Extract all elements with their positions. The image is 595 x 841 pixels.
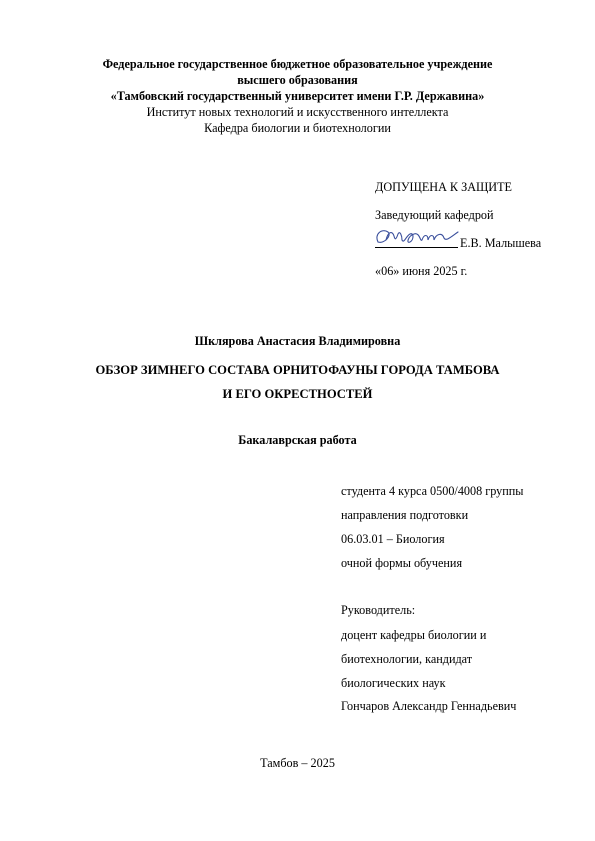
thesis-title-line2: И ЕГО ОКРЕСТНОСТЕЙ bbox=[222, 387, 373, 401]
org-name-line1: Федеральное государственное бюджетное образовательное учреждение bbox=[102, 57, 493, 71]
approval-date: «06» июня 2025 г. bbox=[375, 264, 468, 278]
supervisor-name: Гончаров Александр Геннадьевич bbox=[341, 699, 517, 713]
approval-title: ДОПУЩЕНА К ЗАЩИТЕ bbox=[375, 180, 513, 194]
supervisor-line1: доцент кафедры биологии и bbox=[341, 628, 487, 642]
supervisor-label: Руководитель: bbox=[341, 603, 416, 617]
approver-name: Е.В. Малышева bbox=[460, 236, 542, 250]
signature-line bbox=[375, 247, 458, 248]
university-name: «Тамбовский государственный университет имени Г.Р. Державина» bbox=[110, 89, 485, 103]
department-name: Кафедра биологии и биотехнологии bbox=[204, 121, 391, 135]
city-year: Тамбов – 2025 bbox=[260, 756, 335, 770]
student-line4: очной формы обучения bbox=[341, 556, 463, 570]
supervisor-line2: биотехнологии, кандидат bbox=[341, 652, 473, 666]
student-line3: 06.03.01 – Биология bbox=[341, 532, 445, 546]
work-type: Бакалаврская работа bbox=[238, 433, 357, 447]
org-name-line2: высшего образования bbox=[237, 73, 358, 87]
thesis-title-line1: ОБЗОР ЗИМНЕГО СОСТАВА ОРНИТОФАУНЫ ГОРОДА ТАМБОВА bbox=[95, 363, 500, 377]
institute-name: Институт новых технологий и искусственного интеллекта bbox=[146, 105, 449, 119]
author-name: Шклярова Анастасия Владимировна bbox=[194, 334, 401, 348]
student-line2: направления подготовки bbox=[341, 508, 469, 522]
student-line1: студента 4 курса 0500/4008 группы bbox=[341, 484, 524, 498]
supervisor-line3: биологических наук bbox=[341, 676, 446, 690]
approval-position: Заведующий кафедрой bbox=[375, 208, 494, 222]
